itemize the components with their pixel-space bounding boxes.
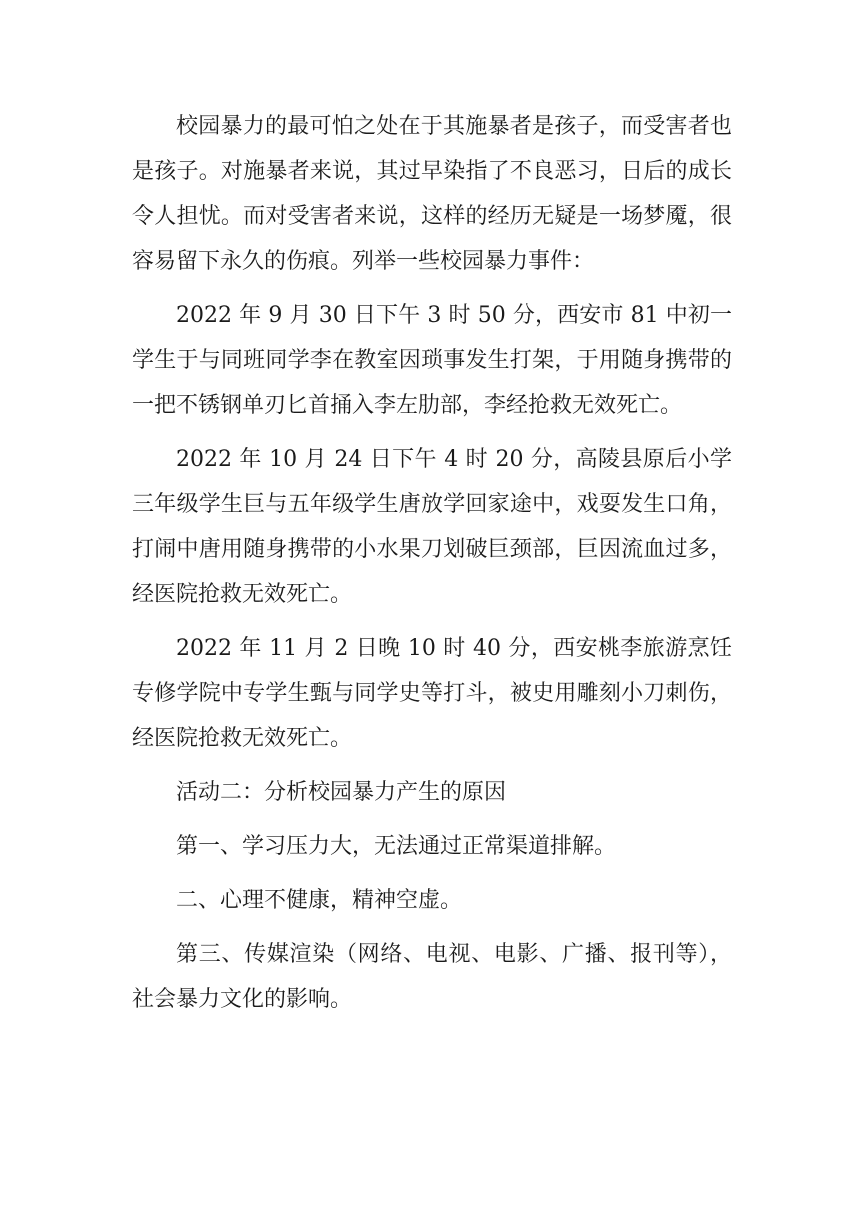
paragraph-case-1: 2022 年 9 月 30 日下午 3 时 50 分，西安市 81 中初一学生于与同班同学李在教室因琐事发生打架，于用随身携带的一把不锈钢单刃匕首捅入李左肋部，李经抢救无效死亡。	[132, 303, 732, 418]
document-page	[132, 104, 732, 1031]
reason-3: 第三、传媒渲染（网络、电视、电影、广播、报刊等），社会暴力文化的影响。	[132, 942, 732, 1012]
reason-2: 二、心理不健康，精神空虚。	[176, 888, 463, 913]
reason-1: 第一、学习压力大，无法通过正常渠道排解。	[176, 834, 617, 859]
paragraph-intro: 校园暴力的最可怕之处在于其施暴者是孩子，而受害者也是孩子。对施暴者来说，其过早染指了不良恶习，日后的成长令人担忧。而对受害者来说，这样的经历无疑是一场梦魇，很容易留下永久的伤痕。列举一些校园暴力事件：	[132, 114, 732, 274]
paragraph-case-3: 2022 年 11 月 2 日晚 10 时 40 分，西安桃李旅游烹饪专修学院中专学生甄与同学史等打斗，被史用雕刻小刀刺伤，经医院抢救无效死亡。	[132, 636, 732, 751]
paragraph-case-2: 2022 年 10 月 24 日下午 4 时 20 分，高陵县原后小学三年级学生巨与五年级学生唐放学回家途中，戏耍发生口角，打闹中唐用随身携带的小水果刀划破巨颈部，巨因流血过多，经医院抢救无效死亡。	[132, 447, 732, 607]
activity-heading: 活动二：分析校园暴力产生的原因	[176, 780, 507, 805]
